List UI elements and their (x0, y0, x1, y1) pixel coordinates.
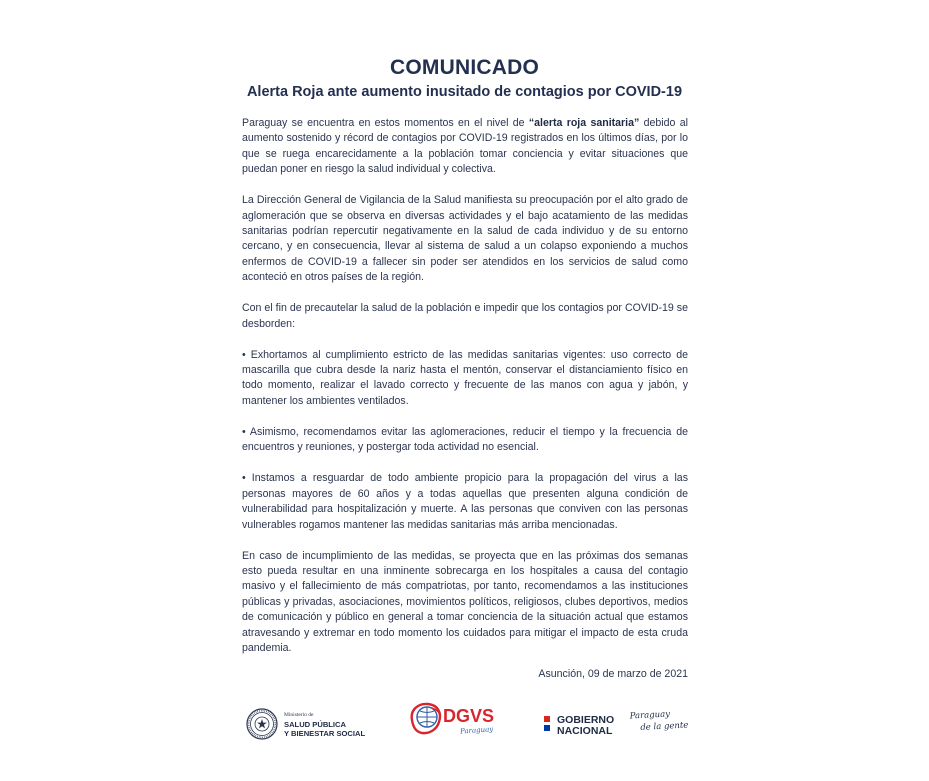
msp-ministry-label: Ministerio de (284, 711, 314, 718)
flag-mark-icon (544, 716, 551, 734)
gob-line1: GOBIERNO (557, 714, 615, 726)
msp-logo (246, 708, 365, 740)
gobierno-nacional-logo (544, 715, 614, 737)
msp-text (284, 711, 365, 738)
gob-text (557, 715, 614, 737)
dgvs-country: Paraguay (459, 725, 494, 736)
dgvs-logo (408, 700, 508, 745)
footer-logos (0, 700, 929, 750)
bullet-gatherings: • Asimismo, recomendamos evitar las aglomeraciones, reducir el tiempo y la frecuencia de encuentros y reuniones, y postergar toda actividad no esencial. (242, 425, 688, 454)
document-date: Asunción, 09 de marzo de 2021 (538, 668, 688, 680)
paragraph-2: La Dirección General de Vigilancia de la Salud manifiesta su preocupación por el alto grado de aglomeración que se observa en diversas actividades y el bajo acatamiento de las medidas sanitarias podrían repercutir negativamente en la salud de cada individuo y de su entorno cercano, y en consecuencia, llevar al sistema de salud a un colapso exponiendo a muchos enfermos de COVID-19 a fallecer sin poder ser atendidos en los servicios de salud como aconteció en otros países de la región. (242, 194, 688, 284)
msp-name-line2: Y BIENESTAR SOCIAL (284, 728, 366, 738)
dgvs-globe-icon (408, 700, 508, 740)
page-title: COMUNICADO (390, 56, 539, 79)
national-seal-icon (246, 708, 278, 740)
gob-line2: NACIONAL (557, 725, 613, 737)
paragraph-3: Con el fin de precautelar la salud de la población e impedir que los contagios por COVID-19 se desborden: (242, 302, 688, 330)
paragraph-1 (242, 116, 688, 178)
paragraph-1-text-b: debido al aumento sostenido y récord de contagios por COVID-19 registrados en los últimos días, por lo que se ruega encarecidamente a la población tomar conciencia y evitar situaciones que puedan poner en riesgo la salud individual y colectiva. (242, 117, 688, 176)
communique-body (242, 116, 688, 672)
pdlg-script (629, 707, 688, 734)
paragraph-7: En caso de incumplimiento de las medidas, se proyecta que en las próximas dos semanas esto pueda resultar en una inminente sobrecarga en los hospitales a causa del contagio masivo y el fallecimiento de más compatriotas, por tanto, recomendamos a las instituciones públicas y privadas, asociaciones, movimientos políticos, religiosos, clubes deportivos, medios de comunicación y público en general a tomar conciencia de la situación actual que estamos atravesando y extremar en todo momento los cuidados para mitigar el impacto de esta cruda pandemia. (242, 549, 688, 654)
pdlg-line1: Paraguay (629, 709, 671, 722)
bullet-vulnerable: • Instamos a resguardar de todo ambiente propicio para la propagación del virus a las personas mayores de 60 años y a todas aquellas que presenten alguna condición de vulnerabilidad para hospitalización y muerte. A las personas que conviven con las personas vulnerables rogamos mantener las medidas sanitarias más arriba mencionadas. (242, 472, 688, 531)
msp-name-line1: SALUD PÚBLICA (284, 719, 347, 729)
paraguay-de-la-gente-logo (630, 709, 688, 733)
bullet-measures: • Exhortamos al cumplimiento estricto de las medidas sanitarias vigentes: uso correcto de mascarilla que cubra desde la nariz hasta el mentón, conservar el distanciamiento físico en todo momento, realizar el lavado correcto y frecuente de las manos con agua y jabón, y mantener los ambientes ventilados. (242, 348, 688, 407)
pdlg-line2: de la gente (640, 720, 689, 733)
dgvs-wordmark: DGVS (443, 706, 495, 726)
alert-highlight: “alerta roja sanitaria” (528, 117, 640, 129)
page-subtitle: Alerta Roja ante aumento inusitado de contagios por COVID-19 (246, 84, 683, 100)
paragraph-1-text-a: Paraguay se encuentra en estos momentos en el nivel de (242, 117, 529, 129)
